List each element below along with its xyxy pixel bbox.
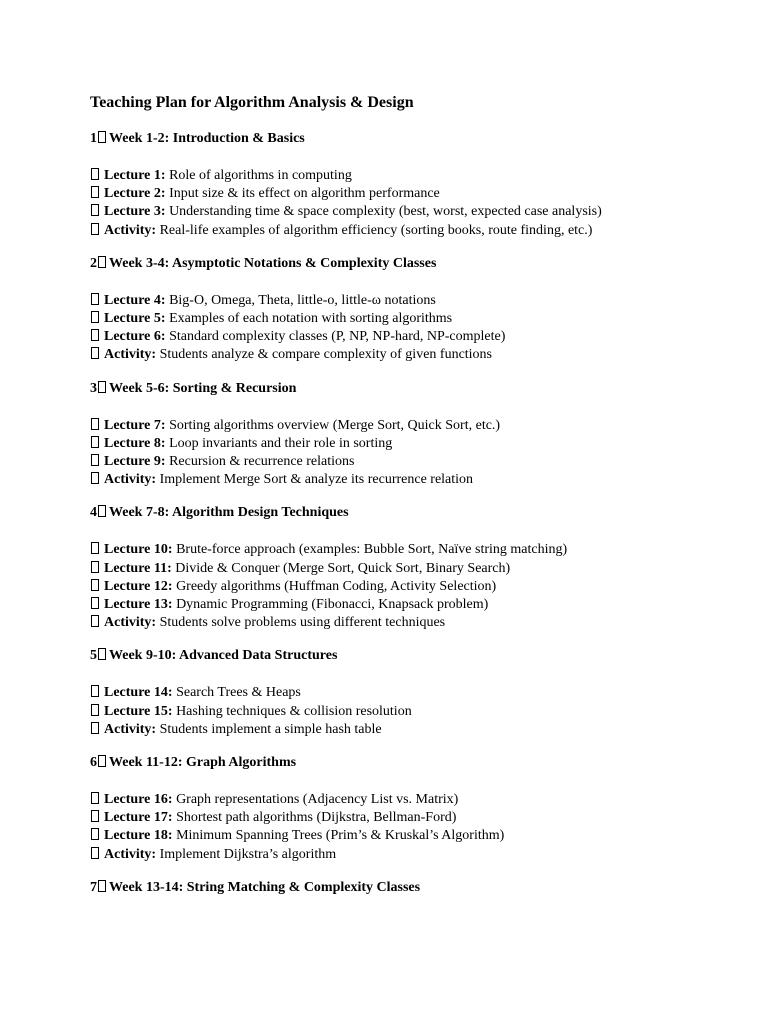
item-label: Lecture 4: (104, 292, 166, 308)
item-label: Lecture 16: (104, 792, 173, 808)
missing-glyph-box-icon (91, 436, 99, 448)
list-item (90, 721, 750, 739)
list-item (90, 614, 750, 632)
missing-glyph-box-icon (98, 880, 106, 892)
item-label: Lecture 9: (104, 454, 166, 470)
item-text: Loop invariants and their role in sorting (169, 435, 393, 451)
list-item (90, 684, 750, 702)
missing-glyph-box-icon (91, 792, 99, 804)
item-text: Brute-force approach (examples: Bubble Sort, Naïve string matching) (176, 542, 568, 558)
section-heading (90, 380, 750, 398)
item-label: Lecture 15: (104, 703, 173, 719)
item-text: Standard complexity classes (P, NP, NP-hard, NP-complete) (169, 329, 506, 345)
list-item (90, 846, 750, 864)
item-label: Lecture 5: (104, 311, 166, 327)
item-label: Lecture 14: (104, 685, 173, 701)
missing-glyph-box-icon (91, 704, 99, 716)
section-number: 1 (90, 131, 97, 146)
item-text: Input size & its effect on algorithm performance (169, 186, 440, 202)
item-label: Lecture 10: (104, 542, 173, 558)
item-label: Lecture 11: (104, 560, 172, 576)
document-title: Teaching Plan for Algorithm Analysis & Design (90, 94, 414, 111)
item-text: Search Trees & Heaps (176, 685, 301, 701)
missing-glyph-box-icon (91, 472, 99, 484)
item-label: Activity: (104, 721, 157, 737)
section-number: 5 (90, 648, 97, 664)
section-number: 3 (90, 380, 97, 396)
list-item (90, 560, 750, 578)
missing-glyph-box-icon (91, 828, 99, 840)
section-week (90, 130, 750, 240)
missing-glyph-box-icon (91, 615, 99, 627)
list-item (90, 453, 750, 471)
document-page (90, 92, 750, 916)
item-label: Lecture 2: (104, 186, 166, 202)
section-heading-text: Week 9-10: Advanced Data Structures (109, 648, 338, 664)
section-week (90, 754, 750, 864)
item-label: Activity: (104, 347, 157, 363)
list-item (90, 310, 750, 328)
list-item (90, 435, 750, 453)
item-label: Lecture 12: (104, 578, 173, 594)
section-week (90, 647, 750, 739)
item-text: Greedy algorithms (Huffman Coding, Activity Selection) (176, 578, 497, 594)
missing-glyph-box-icon (98, 381, 106, 393)
missing-glyph-box-icon (91, 418, 99, 430)
item-text: Real-life examples of algorithm efficiency (sorting books, route finding, etc.) (159, 222, 593, 238)
section-number: 2 (90, 255, 97, 271)
list-item (90, 328, 750, 346)
item-label: Activity: (104, 615, 157, 631)
item-label: Activity: (104, 472, 157, 488)
item-label: Lecture 8: (104, 435, 166, 451)
list-item (90, 292, 750, 310)
missing-glyph-box-icon (91, 542, 99, 554)
section-week (90, 380, 750, 490)
section-heading-text: Week 13-14: String Matching & Complexity Classes (109, 879, 421, 895)
item-text: Students analyze & compare complexity of given functions (159, 347, 493, 363)
section-heading (90, 130, 750, 148)
item-label: Lecture 18: (104, 828, 173, 844)
section-number: 6 (90, 755, 97, 771)
item-text: Implement Merge Sort & analyze its recurrence relation (159, 472, 474, 488)
item-text: Recursion & recurrence relations (169, 454, 355, 470)
missing-glyph-box-icon (91, 579, 99, 591)
list-item (90, 346, 750, 364)
item-text: Hashing techniques & collision resolution (176, 703, 412, 719)
item-label: Activity: (104, 846, 157, 862)
list-item (90, 703, 750, 721)
item-text: Understanding time & space complexity (best, worst, expected case analysis) (169, 204, 602, 220)
missing-glyph-box-icon (98, 505, 106, 517)
item-text: Big-O, Omega, Theta, little-o, little-ω notations (169, 292, 436, 308)
missing-glyph-box-icon (98, 648, 106, 660)
list-item (90, 578, 750, 596)
item-text: Examples of each notation with sorting algorithms (169, 311, 453, 327)
item-text: Students solve problems using different techniques (159, 615, 446, 631)
item-label: Activity: (104, 222, 157, 238)
list-item (90, 541, 750, 559)
item-text: Role of algorithms in computing (169, 168, 352, 183)
missing-glyph-box-icon (91, 722, 99, 734)
item-label: Lecture 6: (104, 329, 166, 345)
list-item (90, 791, 750, 809)
missing-glyph-box-icon (98, 256, 106, 268)
list-item (90, 471, 750, 489)
section-number: 7 (90, 879, 97, 895)
missing-glyph-box-icon (91, 186, 99, 198)
item-text: Divide & Conquer (Merge Sort, Quick Sort, Binary Search) (175, 560, 511, 576)
item-label: Lecture 7: (104, 417, 166, 433)
sections-container (90, 130, 750, 897)
section-heading-text: Week 1-2: Introduction & Basics (109, 131, 305, 146)
section-week (90, 255, 750, 365)
item-text: Graph representations (Adjacency List vs. Matrix) (176, 792, 459, 808)
section-heading-text: Week 11-12: Graph Algorithms (109, 755, 297, 771)
missing-glyph-box-icon (91, 168, 99, 180)
missing-glyph-box-icon (91, 329, 99, 341)
item-label: Lecture 13: (104, 597, 173, 613)
item-text: Dynamic Programming (Fibonacci, Knapsack problem) (176, 597, 489, 613)
item-label: Lecture 1: (104, 168, 166, 183)
section-heading (90, 754, 750, 772)
list-item (90, 596, 750, 614)
section-heading-text: Week 3-4: Asymptotic Notations & Complexity Classes (109, 255, 437, 271)
section-heading (90, 504, 750, 522)
section-week (90, 879, 750, 897)
list-item (90, 827, 750, 845)
section-number: 4 (90, 505, 97, 521)
missing-glyph-box-icon (98, 131, 106, 143)
section-heading-text: Week 7-8: Algorithm Design Techniques (109, 505, 349, 521)
missing-glyph-box-icon (91, 597, 99, 609)
missing-glyph-box-icon (91, 204, 99, 216)
missing-glyph-box-icon (91, 810, 99, 822)
item-text: Students implement a simple hash table (159, 721, 382, 737)
section-heading (90, 255, 750, 273)
missing-glyph-box-icon (91, 311, 99, 323)
item-text: Sorting algorithms overview (Merge Sort, Quick Sort, etc.) (169, 417, 501, 433)
list-item (90, 809, 750, 827)
item-label: Lecture 3: (104, 204, 166, 220)
list-item (90, 167, 750, 185)
section-heading (90, 879, 750, 897)
missing-glyph-box-icon (91, 561, 99, 573)
item-label: Lecture 17: (104, 810, 173, 826)
missing-glyph-box-icon (91, 685, 99, 697)
list-item (90, 203, 750, 221)
section-week (90, 504, 750, 632)
list-item (90, 417, 750, 435)
missing-glyph-box-icon (98, 755, 106, 767)
item-text: Minimum Spanning Trees (Prim’s & Kruskal’s Algorithm) (176, 828, 505, 844)
list-item (90, 185, 750, 203)
missing-glyph-box-icon (91, 223, 99, 235)
item-text: Implement Dijkstra’s algorithm (159, 846, 337, 862)
missing-glyph-box-icon (91, 847, 99, 859)
item-text: Shortest path algorithms (Dijkstra, Bellman-Ford) (176, 810, 457, 826)
section-heading-text: Week 5-6: Sorting & Recursion (109, 380, 297, 396)
missing-glyph-box-icon (91, 293, 99, 305)
missing-glyph-box-icon (91, 347, 99, 359)
list-item (90, 222, 750, 240)
section-heading (90, 647, 750, 665)
missing-glyph-box-icon (91, 454, 99, 466)
